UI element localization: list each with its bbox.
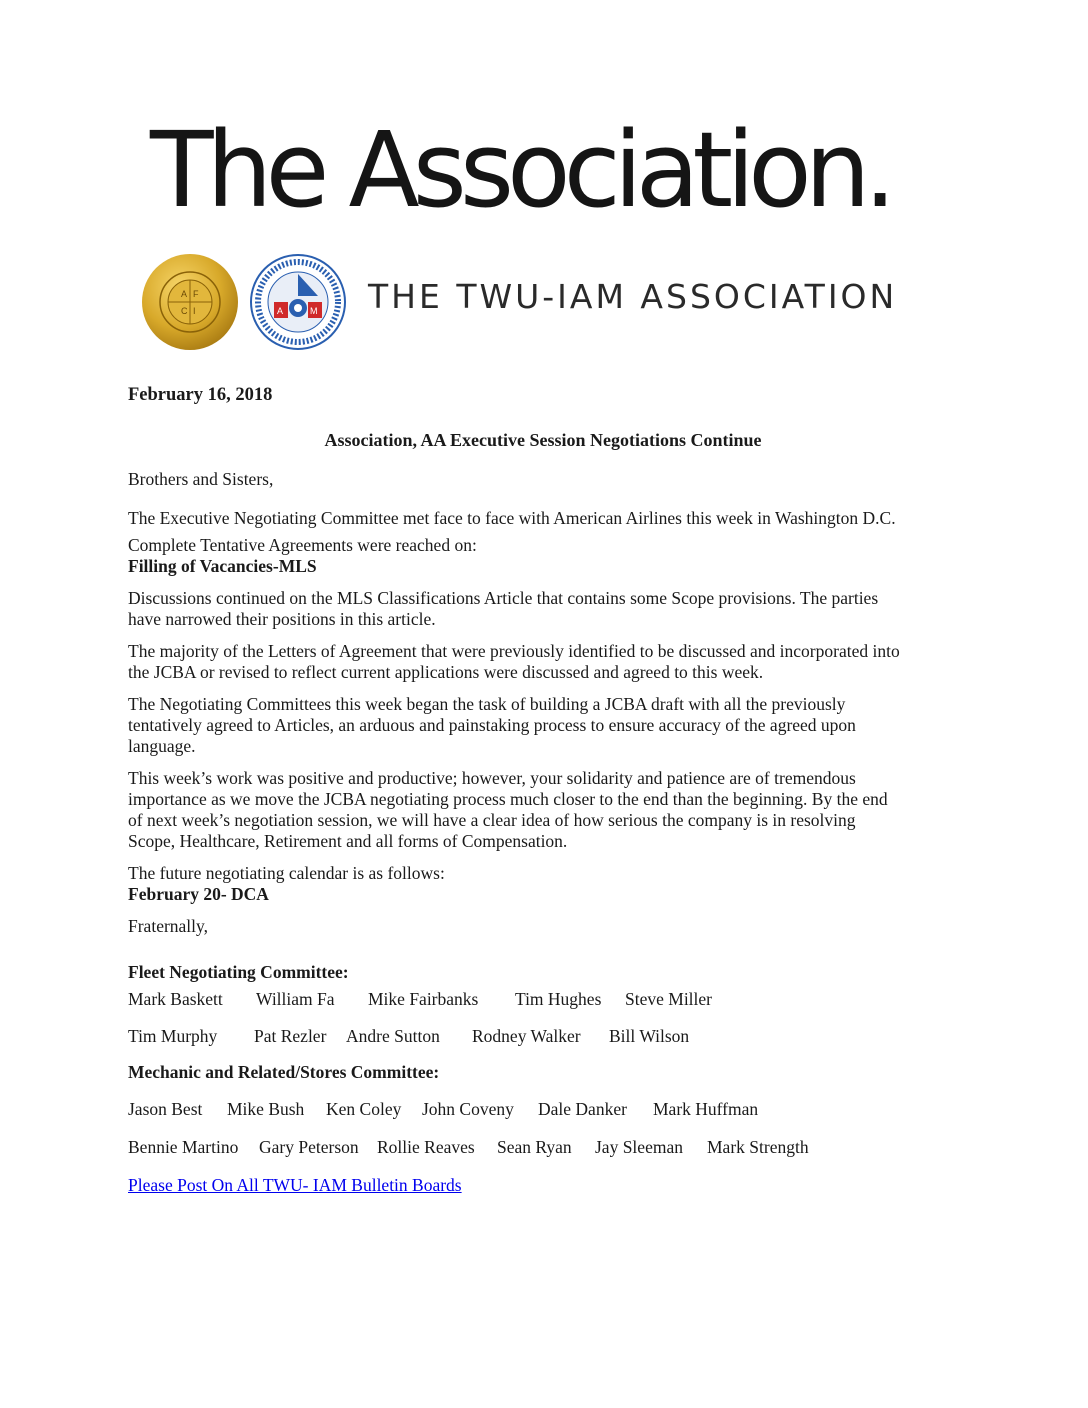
para5-line1: This week’s work was positive and productive; however, your solidarity and patience are of tremendous [128,768,856,788]
member-name: Mike Fairbanks [368,989,479,1009]
para4-line2: tentatively agreed to Articles, an arduous and painstaking process to ensure accuracy of the agreed upon [128,715,856,735]
para2-line1: Discussions continued on the MLS Classifications Article that contains some Scope provisions. The parties [128,588,879,608]
calendar-item: February 20- DCA [128,884,269,904]
svg-text:A: A [181,289,188,299]
member-name: Ken Coley [326,1099,402,1119]
member-name: Sean Ryan [497,1137,572,1157]
para4-line3: language. [128,736,196,756]
para3-line1: The majority of the Letters of Agreement that were previously identified to be discussed and incorporated into [128,641,900,661]
member-name: Mark Baskett [128,989,223,1009]
member-name: Gary Peterson [259,1137,359,1157]
para1-line1: The Executive Negotiating Committee met face to face with American Airlines this week in Washington D.C. [128,508,896,528]
twu-seal-icon [140,252,240,352]
para2-line2: have narrowed their positions in this article. [128,609,436,629]
masthead-title: The Association. [150,109,890,231]
svg-text:I: I [193,306,196,316]
para5-line2: importance as we move the JCBA negotiating process much closer to the end than the beginning. By the end [128,789,888,809]
svg-text:F: F [193,289,199,299]
member-name: Bill Wilson [609,1026,690,1046]
member-name: Steve Miller [625,989,712,1009]
para5-line4: Scope, Healthcare, Retirement and all forms of Compensation. [128,831,568,851]
member-name: John Coveny [422,1099,514,1119]
fleet-committee-title: Fleet Negotiating Committee: [128,962,349,982]
letter-body [128,385,958,1196]
salutation: Brothers and Sisters, [128,469,274,489]
letter-headline: Association, AA Executive Session Negotiations Continue [324,430,762,450]
member-name: Mark Huffman [653,1099,759,1119]
member-name: Rodney Walker [472,1026,581,1046]
member-name: Andre Sutton [346,1026,440,1046]
member-name: Mark Strength [707,1137,809,1157]
member-name: Tim Murphy [128,1026,218,1046]
fleet-row-2 [128,1026,958,1047]
svg-text:M: M [310,306,318,316]
para4-line1: The Negotiating Committees this week began the task of building a JCBA draft with all the previously [128,694,846,714]
para3-line2: the JCBA or revised to reflect current applications were discussed and agreed to this week. [128,662,764,682]
calendar-intro: The future negotiating calendar is as follows: [128,863,445,883]
mechanic-row-2 [128,1137,958,1158]
member-name: Rollie Reaves [377,1137,475,1157]
svg-text:C: C [181,306,188,316]
member-name: Dale Danker [538,1099,627,1119]
member-name: Mike Bush [227,1099,305,1119]
para5-line3: of next week’s negotiation session, we will have a clear idea of how serious the company is in resolving [128,810,856,830]
member-name: Bennie Martino [128,1137,239,1157]
mechanic-committee-title: Mechanic and Related/Stores Committee: [128,1062,440,1082]
letter-date: February 16, 2018 [128,385,273,405]
iam-seal-icon [248,252,348,352]
member-name: Pat Rezler [254,1026,327,1046]
bulletin-boards-link[interactable]: Please Post On All TWU- IAM Bulletin Boards [128,1175,462,1195]
member-name: William Fa [256,989,335,1009]
association-subtitle: THE TWU-IAM ASSOCIATION [368,277,898,316]
para1-line2: Complete Tentative Agreements were reached on: [128,535,477,555]
fleet-row-1 [128,989,958,1010]
closing: Fraternally, [128,916,209,936]
member-name: Jason Best [128,1099,203,1119]
member-name: Jay Sleeman [595,1137,683,1157]
member-name: Tim Hughes [515,989,602,1009]
svg-text:A: A [277,306,284,316]
mechanic-row-1 [128,1099,958,1120]
tentative-item: Filling of Vacancies-MLS [128,556,317,576]
